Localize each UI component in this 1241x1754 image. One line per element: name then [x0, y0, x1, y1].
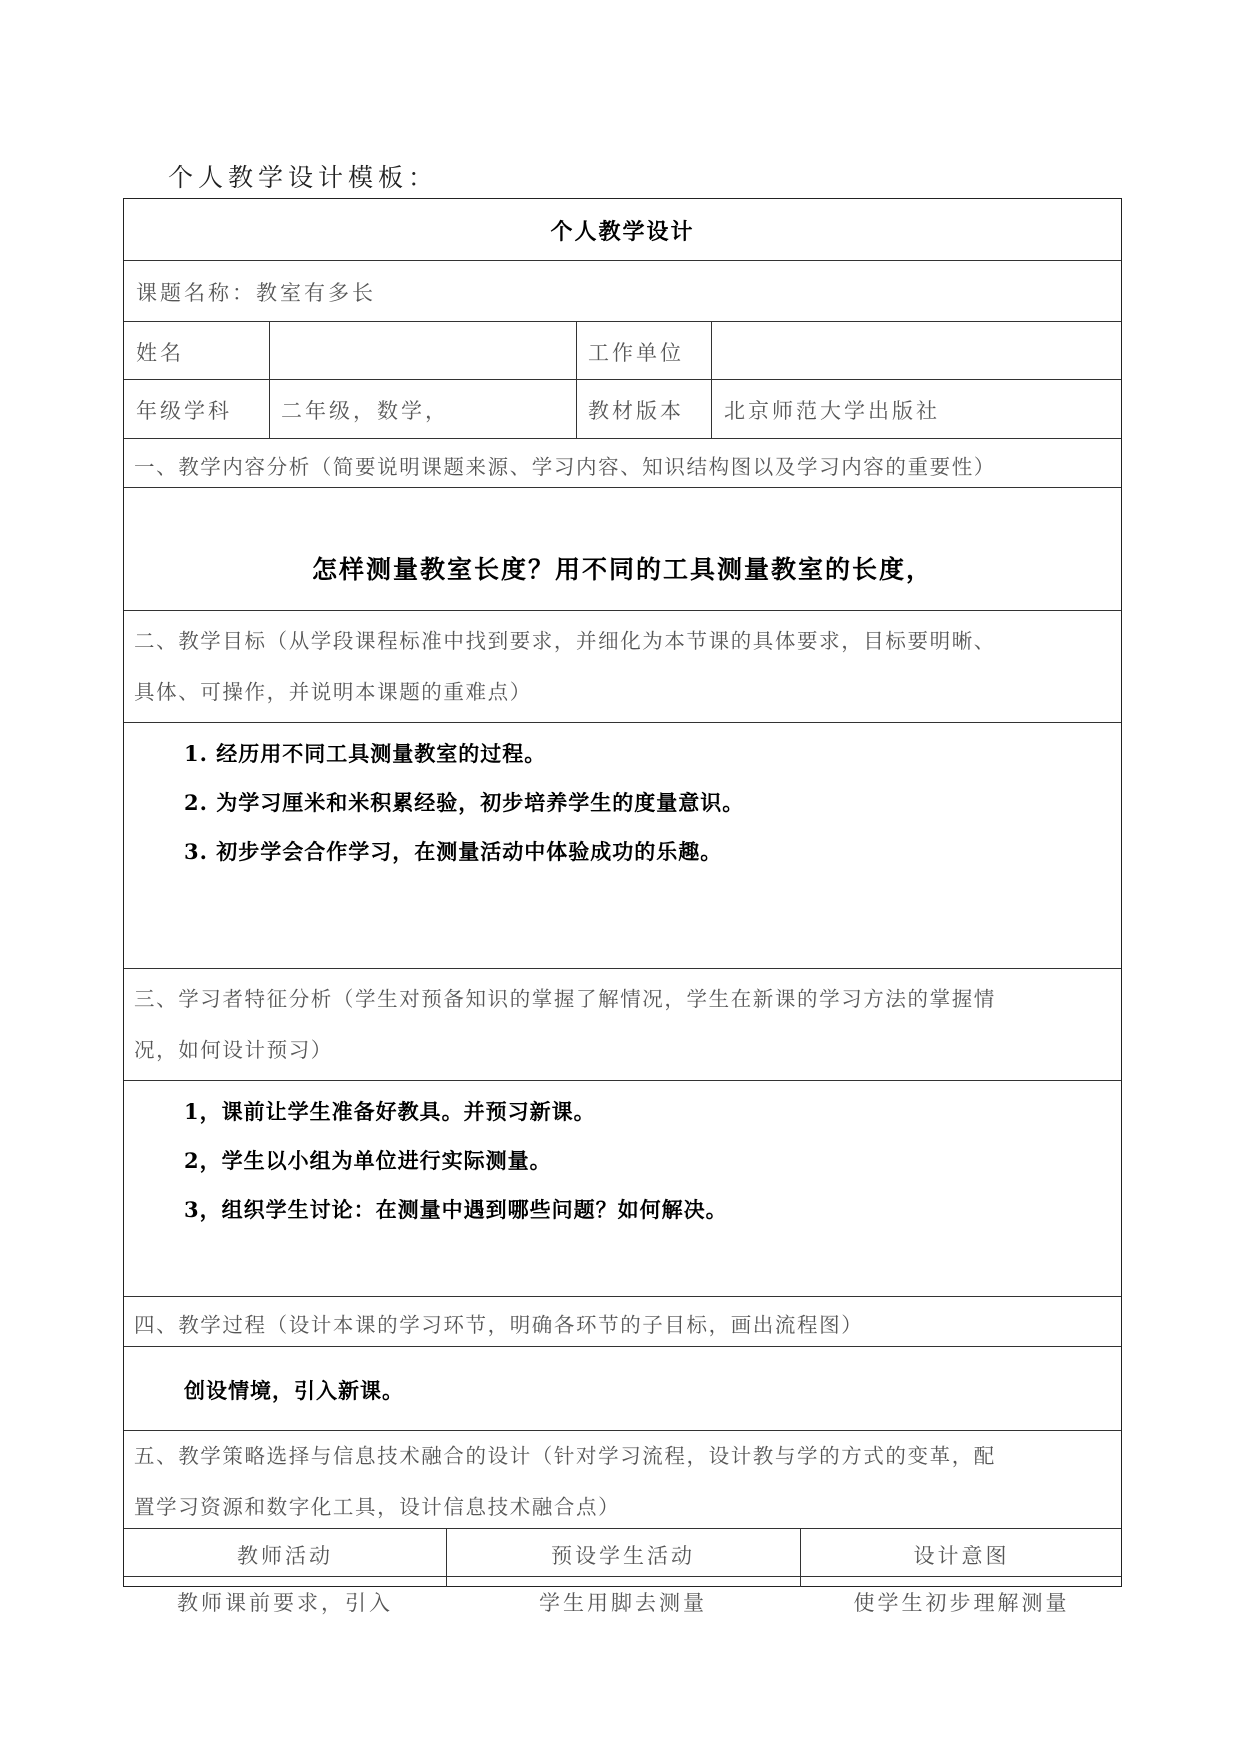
- grade-edition-row: [124, 380, 1121, 439]
- lesson-design-table: [123, 198, 1122, 1615]
- list-item: 3，组织学生讨论：在测量中遇到哪些问题？如何解决。: [184, 1197, 728, 1222]
- column-header-student: 预设学生活动: [551, 1544, 695, 1568]
- strategy-divider-2: [800, 1529, 801, 1587]
- info-divider-1: [269, 322, 270, 439]
- strategy-header-row: [124, 1529, 1121, 1577]
- column-header-teacher: 教师活动: [237, 1544, 333, 1568]
- table-title: 个人教学设计: [550, 219, 695, 245]
- document-heading: 个人教学设计模板：: [168, 163, 439, 192]
- section3-heading-row: [124, 969, 1121, 1081]
- topic-label: 课题名称：: [136, 281, 256, 305]
- teacher-activity-cell: 教师课前要求，引入: [177, 1591, 393, 1615]
- section1-heading: 一、教学内容分析（简要说明课题来源、学习内容、知识结构图以及学习内容的重要性）: [134, 455, 996, 479]
- section5-heading-line: 置学习资源和数字化工具，设计信息技术融合点）: [134, 1495, 621, 1519]
- learner-list: [184, 1087, 728, 1234]
- list-item: 1. 经历用不同工具测量教室的过程。: [184, 741, 547, 766]
- section1-content-row: [124, 488, 1121, 611]
- section1-heading-row: [124, 439, 1121, 488]
- section5-heading: [134, 1431, 996, 1533]
- grade-label: 年级学科: [136, 399, 232, 423]
- section2-heading-line: 二、教学目标（从学段课程标准中找到要求，并细化为本节课的具体要求，目标要明晰、: [134, 629, 996, 653]
- list-item: 1，课前让学生准备好教具。并预习新课。: [184, 1099, 596, 1124]
- table-row: [124, 1577, 1121, 1625]
- edition-value: 北京师范大学出版社: [724, 399, 940, 423]
- section3-heading: [134, 974, 996, 1076]
- section2-heading-line: 具体、可操作，并说明本课题的重难点）: [134, 680, 532, 704]
- list-item: 3. 初步学会合作学习，在测量活动中体验成功的乐趣。: [184, 839, 723, 864]
- topic-field: [136, 277, 376, 307]
- section4-content: 创设情境，引入新课。: [184, 1378, 404, 1403]
- section1-content: 怎样测量教室长度？用不同的工具测量教室的长度，: [311, 555, 933, 584]
- topic-value: 教室有多长: [256, 281, 376, 305]
- section4-heading: 四、教学过程（设计本课的学习环节，明确各环节的子目标，画出流程图）: [134, 1313, 864, 1337]
- section5-heading-line: 五、教学策略选择与信息技术融合的设计（针对学习流程，设计教与学的方式的变革，配: [134, 1444, 996, 1468]
- section2-heading: [134, 616, 996, 718]
- design-intent-cell: 使学生初步理解测量: [853, 1591, 1070, 1615]
- section2-content-row: [124, 723, 1121, 969]
- section5-heading-row: [124, 1431, 1121, 1529]
- section4-content-row: [124, 1347, 1121, 1431]
- strategy-divider-1: [446, 1529, 447, 1587]
- topic-row: [124, 261, 1121, 322]
- student-activity-cell: 学生用脚去测量: [539, 1591, 707, 1615]
- column-header-intent: 设计意图: [913, 1544, 1010, 1568]
- edition-label: 教材版本: [588, 399, 684, 423]
- name-unit-row: [124, 322, 1121, 380]
- list-item: 2，学生以小组为单位进行实际测量。: [184, 1148, 552, 1173]
- title-row: [124, 199, 1121, 261]
- section3-heading-line: 况，如何设计预习）: [134, 1038, 333, 1062]
- info-divider-3: [711, 322, 712, 439]
- unit-label: 工作单位: [588, 341, 684, 365]
- info-divider-2: [576, 322, 577, 439]
- goals-list: [184, 729, 744, 876]
- list-item: 2. 为学习厘米和米积累经验，初步培养学生的度量意识。: [184, 790, 745, 815]
- section4-heading-row: [124, 1297, 1121, 1347]
- section3-heading-line: 三、学习者特征分析（学生对预备知识的掌握了解情况，学生在新课的学习方法的掌握情: [134, 987, 996, 1011]
- name-label: 姓名: [136, 341, 184, 365]
- grade-value: 二年级，数学，: [281, 399, 449, 423]
- section3-content-row: [124, 1081, 1121, 1297]
- section2-heading-row: [124, 611, 1121, 723]
